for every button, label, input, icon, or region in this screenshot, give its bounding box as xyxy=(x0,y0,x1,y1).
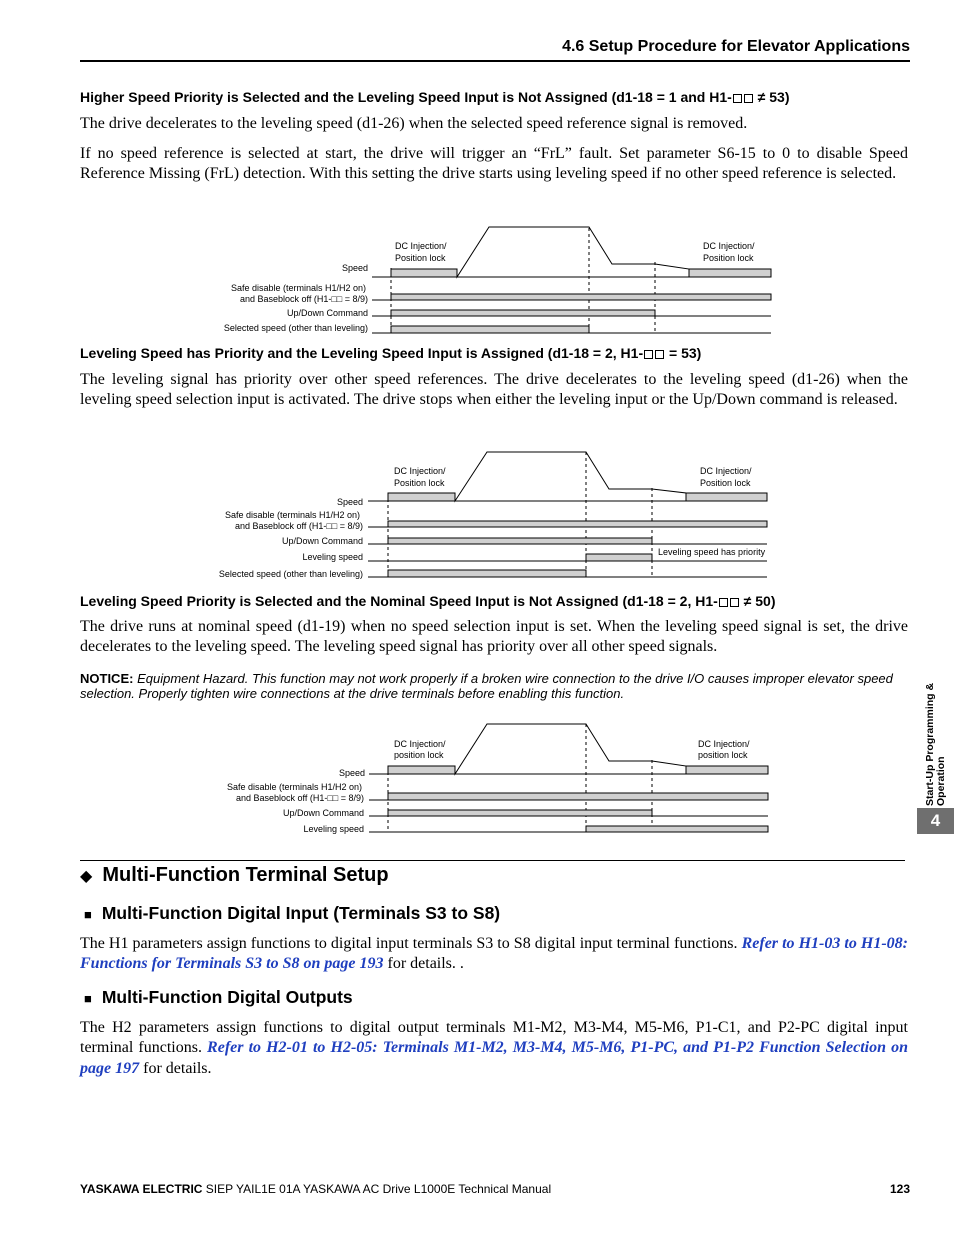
digital-input-heading: ■ Multi-Function Digital Input (Terminals S3 to S8) xyxy=(84,903,501,923)
dc-injection-left-label-1: DC Injection/ xyxy=(395,241,447,251)
section3-heading: Leveling Speed Priority is Selected and the Nominal Speed Input is Not Assigned (d1-18 = 2, H1- ≠ 50) xyxy=(80,593,776,609)
footer-document-info: YASKAWA ELECTRIC SIEP YAIL1E 01A YASKAWA AC Drive L1000E Technical Manual xyxy=(80,1182,552,1196)
section-rule xyxy=(80,860,905,861)
selected-speed-label: Selected speed (other than leveling) xyxy=(218,569,363,579)
section3-paragraph-1: The drive runs at nominal speed (d1-19) when no speed selection input is set. When the leveling speed signal is set, the drive decelerates to the leveling speed. The leveling speed signal has priority over all other speed signals. xyxy=(80,618,908,656)
multi-function-terminal-setup-heading: ◆ Multi-Function Terminal Setup xyxy=(80,864,389,886)
diamond-icon: ◆ xyxy=(80,868,93,885)
square-icon: ■ xyxy=(84,991,92,1006)
digital-output-paragraph: The H2 parameters assign functions to digital output terminals M1-M2, M3-M4, M5-M6, P1-C1, and P2-PC digital input terminal functions. Refer to H2-01 to H2-05: Terminals M1-M2, M3-M4, M5-M6, P1-PC, and P1-P2 Function Selection on page 197 for details. xyxy=(80,1019,908,1077)
safe-disable-label-2: and Baseblock off (H1-□□ = 8/9) xyxy=(235,793,364,803)
notice-body: Equipment Hazard. This function may not work properly if a broken wire connection to the drive I/O causes improper elevator speed selection. Properly tighten wire connections at the drive terminals before enabling this function. xyxy=(80,671,893,701)
notice-label: NOTICE: xyxy=(80,671,134,686)
footer-page-number: 123 xyxy=(889,1182,910,1196)
h2-parameters-link[interactable]: Refer to H2-01 to H2-05: Terminals M1-M2, M3-M4, M5-M6, P1-PC, and P1-P2 Function Selection on page 197 xyxy=(80,1039,908,1077)
digital-input-paragraph: The H1 parameters assign functions to digital input terminals S3 to S8 digital input terminal functions. Refer to H1-03 to H1-08: Functions for Terminals S3 to S8 on page 193 for details. . xyxy=(80,935,908,973)
dc-injection-left-label-1: DC Injection/ xyxy=(394,739,446,749)
chapter-side-label: Start-Up Programming & Operation xyxy=(924,682,947,806)
dc-injection-left-label-2: position lock xyxy=(394,750,444,760)
header-section-title: 4.6 Setup Procedure for Elevator Applications xyxy=(562,38,910,55)
speed-label: Speed xyxy=(336,497,363,507)
dc-injection-right-label-1: DC Injection/ xyxy=(703,241,755,251)
section1-paragraph-2: If no speed reference is selected at start, the drive will trigger an “FrL” fault. Set parameter S6-15 to 0 to disable Speed Reference Missing (FrL) detection. With this setting the drive starts using leveling speed if no other speed reference is selected. xyxy=(80,145,908,183)
safe-disable-label-1: Safe disable (terminals H1/H2 on) xyxy=(224,510,360,520)
speed-label: Speed xyxy=(341,263,368,273)
digital-output-heading: ■ Multi-Function Digital Outputs xyxy=(84,987,353,1007)
dc-injection-right-label-2: position lock xyxy=(698,750,748,760)
dc-injection-right-label-2: Position lock xyxy=(703,253,754,263)
dc-injection-right-label-1: DC Injection/ xyxy=(698,739,750,749)
safe-disable-label-1: Safe disable (terminals H1/H2 on) xyxy=(226,782,362,792)
safe-disable-label-1: Safe disable (terminals H1/H2 on) xyxy=(230,283,366,293)
speed-label: Speed xyxy=(338,768,365,778)
updown-command-label: Up/Down Command xyxy=(282,808,364,818)
safe-disable-label-2: and Baseblock off (H1-□□ = 8/9) xyxy=(234,521,363,531)
dc-injection-right-label-2: Position lock xyxy=(700,478,751,488)
square-icon: ■ xyxy=(84,907,92,922)
section2-heading: Leveling Speed has Priority and the Leveling Speed Input is Assigned (d1-18 = 2, H1- = 53) xyxy=(80,345,702,361)
dc-injection-left-label-2: Position lock xyxy=(394,478,445,488)
chapter-tab[interactable]: 4 xyxy=(917,808,954,834)
leveling-speed-label: Leveling speed xyxy=(303,824,364,834)
leveling-priority-note: Leveling speed has priority xyxy=(658,547,766,557)
section1-heading: Higher Speed Priority is Selected and the Leveling Speed Input is Not Assigned (d1-18 = 1 and H1- ≠ 53) xyxy=(80,89,790,105)
dc-injection-left-label-2: Position lock xyxy=(395,253,446,263)
updown-command-label: Up/Down Command xyxy=(286,308,368,318)
selected-speed-label: Selected speed (other than leveling) xyxy=(223,323,368,333)
dc-injection-right-label-1: DC Injection/ xyxy=(700,466,752,476)
section2-paragraph-1: The leveling signal has priority over other speed references. The drive decelerates to the leveling speed (d1-26) when the leveling speed selection input is activated. The drive stops when either the leveling input or the Up/Down command is released. xyxy=(80,371,908,409)
dc-injection-left-label-1: DC Injection/ xyxy=(394,466,446,476)
h1-parameters-link[interactable]: Refer to H1-03 to H1-08: Functions for Terminals S3 to S8 on page 193 xyxy=(80,935,908,973)
leveling-speed-label: Leveling speed xyxy=(302,552,363,562)
updown-command-label: Up/Down Command xyxy=(281,536,363,546)
safe-disable-label-2: and Baseblock off (H1-□□ = 8/9) xyxy=(239,294,368,304)
section1-paragraph-1: The drive decelerates to the leveling speed (d1-26) when the selected speed reference signal is removed. xyxy=(80,115,748,132)
